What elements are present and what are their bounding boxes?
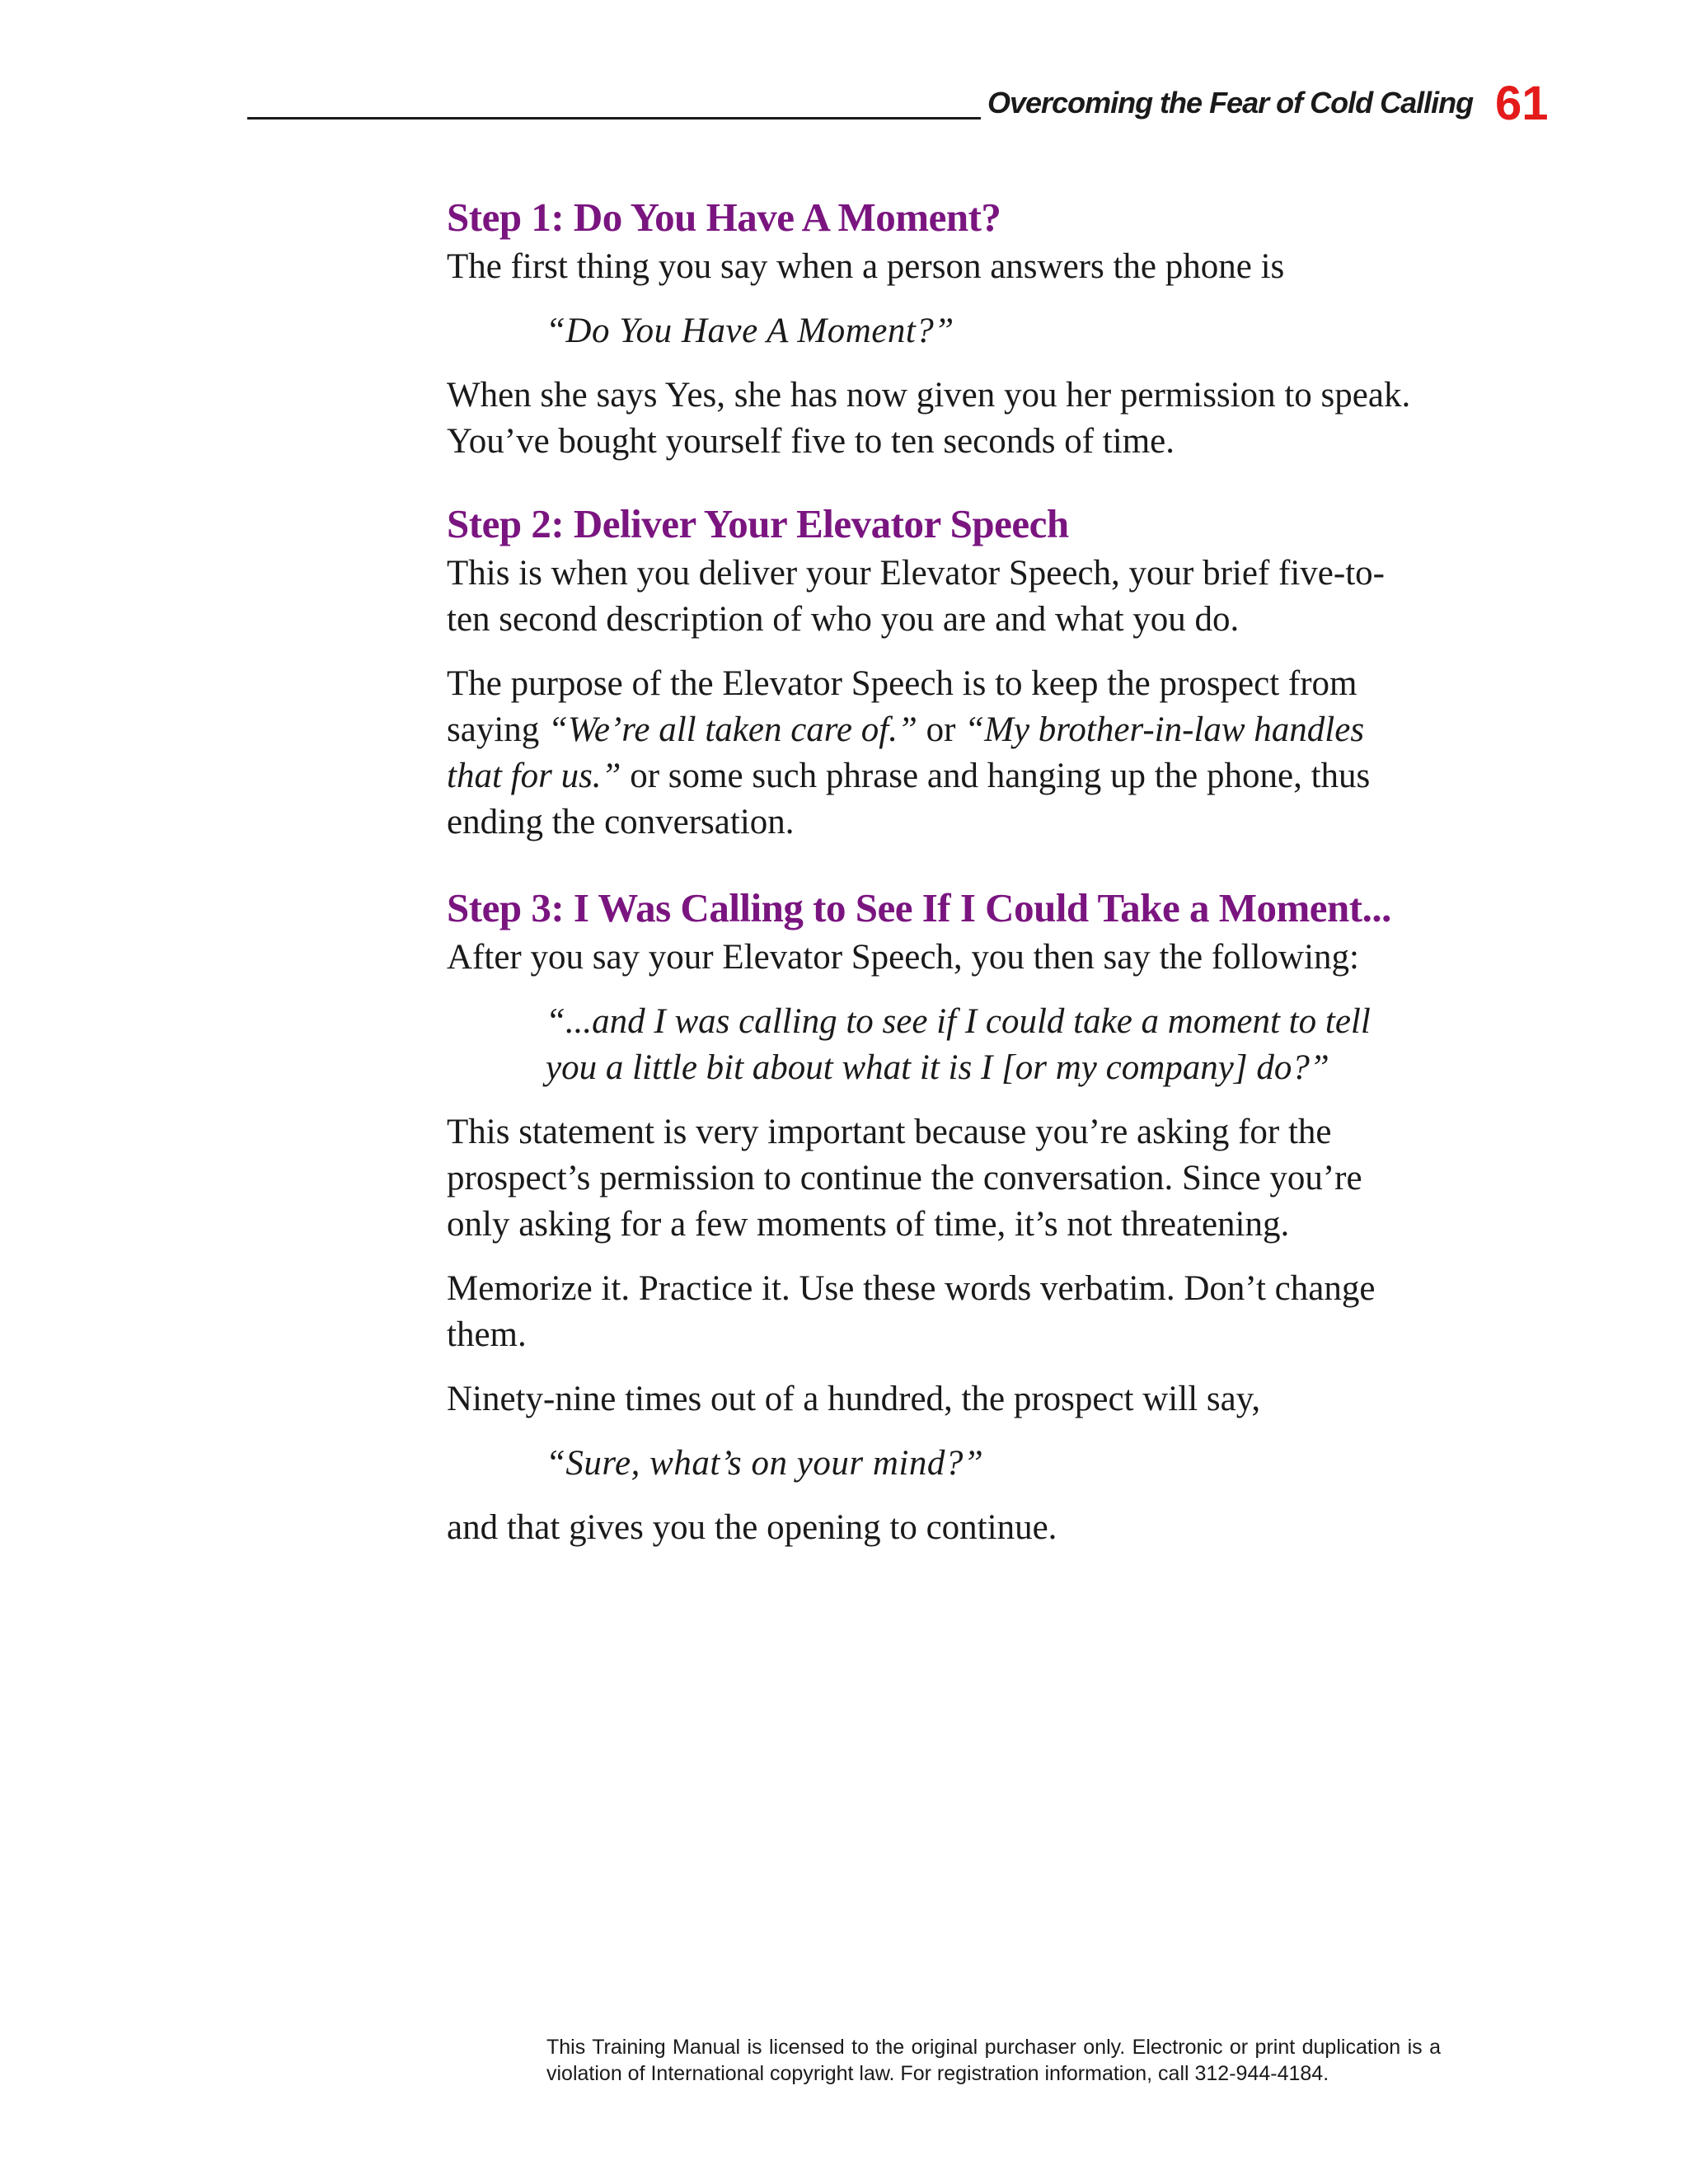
step-3-quote: “...and I was calling to see if I could take a moment to tell you a little bit about what it is I [or my company] do?”: [546, 1002, 1371, 1087]
step-2-para-2-text-a: The purpose of the Elevator Speech is to keep the prospect from saying: [447, 664, 1357, 749]
step-1-heading: Step 1: Do You Have A Moment?: [447, 194, 1001, 240]
step-1-after: When she says Yes, she has now given you her permission to speak. You’ve bought yourself five to ten seconds of time.: [447, 376, 1411, 461]
step-3-para-4: and that gives you the opening to continue.: [447, 1508, 1057, 1547]
step-3-intro: After you say your Elevator Speech, you then say the following:: [447, 938, 1359, 977]
step-2-para-2-quote-2: “My brother-in-law handles that for us.”: [447, 710, 1365, 795]
step-2-para-2: [447, 661, 1428, 846]
page-number: 61: [1495, 77, 1549, 130]
step-1-intro: The first thing you say when a person answers the phone is: [447, 247, 1285, 286]
license-footer: This Training Manual is licensed to the original purchaser only. Electronic or print duplication is a violation of International copyright law. For registration information, call 312-944-4184.: [546, 2036, 1441, 2085]
step-3-heading: Step 3: I Was Calling to See If I Could Take a Moment...: [447, 885, 1391, 930]
step-2-para-2-quote-1: “We’re all taken care of.”: [548, 710, 917, 749]
page-content: [447, 191, 1428, 1569]
step-3-para-1: This statement is very important because you’re asking for the prospect’s permission to continue the conversation. Since you’re only asking for a few moments of time, it’s not threatening.: [447, 1113, 1362, 1244]
step-3-quote-2: “Sure, what’s on your mind?”: [546, 1444, 984, 1483]
step-2-para-2-text-c: or some such phrase and hanging up the phone, thus ending the conversation.: [447, 757, 1371, 841]
step-1-quote: “Do You Have A Moment?”: [546, 312, 954, 350]
step-3-para-3: Ninety-nine times out of a hundred, the prospect will say,: [447, 1380, 1261, 1418]
step-2-heading: Step 2: Deliver Your Elevator Speech: [447, 501, 1069, 546]
header-rule: [247, 117, 981, 120]
page-header: [247, 76, 1566, 130]
step-2-para-2-text-b: or: [917, 710, 965, 749]
running-title: Overcoming the Fear of Cold Calling: [987, 86, 1474, 120]
step-2-para-1: This is when you deliver your Elevator Speech, your brief five-to-ten second description of who you are and what you do.: [447, 554, 1385, 639]
step-3-para-2: Memorize it. Practice it. Use these words verbatim. Don’t change them.: [447, 1269, 1376, 1354]
